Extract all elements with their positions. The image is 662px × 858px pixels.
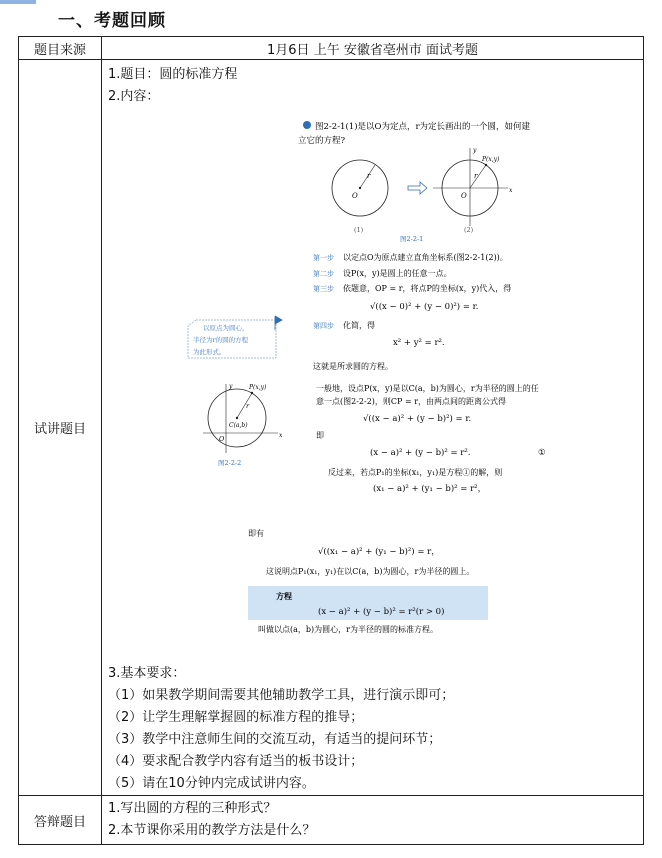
section-heading: 一、考题回顾 [58,11,166,31]
fig1-r1: r [367,172,371,180]
requirement-2: （2）让学生理解掌握圆的标准方程的推导； [108,710,364,725]
radius-3 [237,393,252,418]
margin-note-2: 半径为r的圆的方程 [193,336,249,344]
conclusion-2: 这说明点P₁(x₁，y₁)在以C(a，b)为圆心，r为半径的圆上。 [266,567,475,576]
lecture-row [19,60,644,796]
source-row [19,37,644,60]
textbook-excerpt [108,108,608,663]
accent-bar [0,0,36,4]
point-p-1 [485,164,487,166]
general-line-1: 一般地，设点P(x，y)是以C(a，b)为圆心，r为半径的圆上的任 [316,384,539,393]
requirement-3: （3）教学中注意师生间的交流互动，有适当的提问环节； [108,732,442,747]
step-4-text: 化简，得 [343,321,375,330]
step-3-tag: 第三步 [313,285,334,293]
box-title: 方程 [276,591,292,601]
intro-line-1: 图2-2-1(1)是以O为定点，r为定长画出的一个圆，如何建 [315,122,531,132]
step-2-tag: 第二步 [313,270,334,278]
fig1-x: x [509,187,513,194]
fig1-r2: r [474,172,478,180]
radius-2 [470,165,486,188]
fig1-o1: O [352,192,358,200]
source-value: 1月6日 上午 安徽省亳州市 面试考题 [102,37,644,60]
eq-step4: x² + y² = r². [393,338,445,348]
margin-note-1: 以原点为圆心， [203,324,249,332]
point-p-2 [251,392,253,394]
lecture-content [102,60,644,796]
fig1-p: P(x,y) [482,156,500,163]
fig1-cap2: (2) [464,226,474,234]
step-1-text: 以定点O为原点建立直角坐标系(图2-2-1(2))。 [343,253,508,262]
fig2-o: O [219,435,225,443]
fig2-r: r [246,402,250,410]
eq-step3: √((x − 0)² + (y − 0)²) = r. [370,302,479,312]
requirements-title: 3.基本要求： [108,666,186,681]
fig2-y: y [229,383,233,390]
eq-1: (x − a)² + (y − b)² = r². [370,448,471,458]
intro-line-2: 立它的方程? [298,136,346,146]
margin-note-3: 为此形式。 [193,348,226,356]
bullet-icon [303,121,311,129]
jiyou-label: 即有 [248,529,264,538]
step-2-text: 设P(x，y)是圆上的任意一点。 [343,269,452,278]
lecture-label: 试讲题目 [19,60,102,796]
fig2-p: P(x,y) [249,384,267,391]
defense-label: 答辩题目 [19,796,102,845]
step-1-tag: 第一步 [313,254,334,262]
requirement-5: （5）请在10分钟内完成试讲内容。 [108,776,315,791]
defense-question-2: 2.本节课你采用的教学方法是什么？ [108,823,316,838]
fig-caption-1: 图2-2-1 [400,235,424,243]
box-eq: (x − a)² + (y − b)² = r²(r > 0) [318,607,445,617]
exam-table [18,36,644,845]
converse-line: 反过来，若点P₁的坐标(x₁，y₁)是方程①的解，则 [328,468,503,477]
fig1-cap1: (1) [354,226,364,234]
requirement-1: （1）如果教学期间需要其他辅助教学工具，进行演示即可； [108,688,455,703]
final-line: 叫做以点(a，b)为圆心，r为半径的圆的标准方程。 [258,625,438,634]
step-3-text: 依题意，OP = r，将点P的坐标(x，y)代入，得 [343,284,512,293]
requirement-4: （4）要求配合教学内容有适当的板书设计； [108,754,364,769]
source-label: 题目来源 [19,37,102,60]
fig2-x: x [279,432,283,439]
defense-content [102,796,644,845]
defense-row [19,796,644,845]
point-c [236,417,238,419]
general-line-2: 意一点(图2-2-2)，则CP = r，由两点间的距离公式得 [316,397,507,406]
lecture-title: 1.题目：圆的标准方程 [108,67,238,82]
fig1-o2: O [461,192,467,200]
eq-dist: √((x − a)² + (y − b)²) = r. [363,414,472,424]
eq-1-mark: ① [538,448,546,458]
fig2-c: C(a,b) [229,422,248,429]
defense-question-1: 1.写出圆的方程的三种形式？ [108,801,277,816]
fig-caption-2: 图2-2-2 [218,459,242,467]
conclusion-1: 这就是所求圆的方程。 [313,362,393,371]
content-label: 2.内容： [108,89,160,104]
ji-label: 即 [316,431,324,440]
textbook-figure [108,108,608,663]
step-4-tag: 第四步 [313,322,334,330]
arrow-icon [408,182,427,194]
eq-jiyou: √((x₁ − a)² + (y₁ − b)²) = r， [318,547,440,557]
eq-converse: (x₁ − a)² + (y₁ − b)² = r²， [373,484,487,494]
fig1-y: y [473,147,477,154]
